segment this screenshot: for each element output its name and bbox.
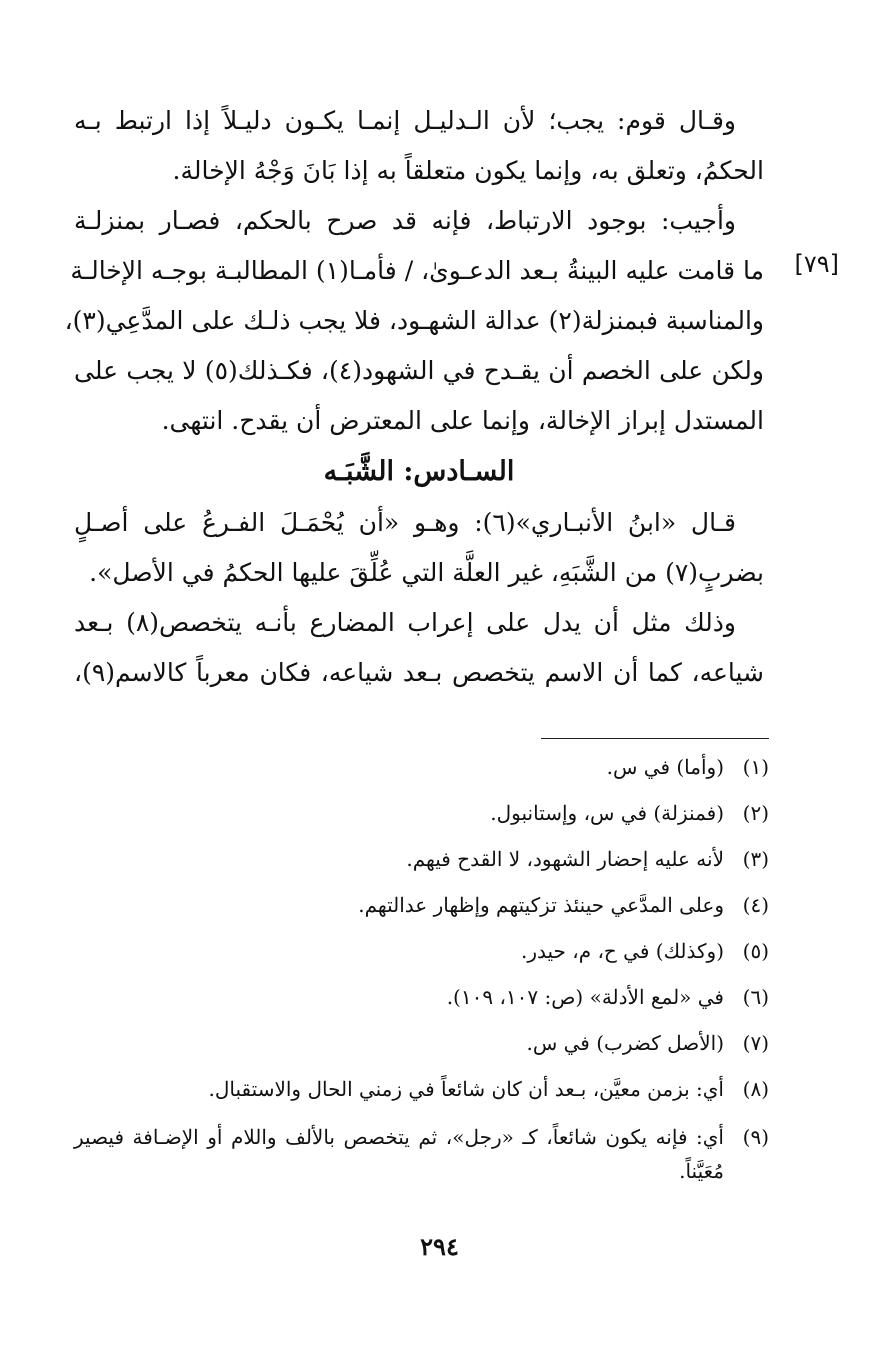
footnote-item (74, 936, 769, 982)
footnote-text: (فمنزلة) في س، وإستانبول. (490, 801, 724, 825)
paragraph1-line-2: الحكمُ، وتعلق به، وإنما يكون متعلقاً به إذا بَانَ وَجْهُ الإخالة. (172, 156, 764, 185)
footnote-number: (١) (742, 755, 769, 779)
footnote-text: أي: بزمن معيَّن، بـعد أن كان شائعاً في زمني الحال والاستقبال. (208, 1077, 724, 1101)
footnote-item (74, 1074, 769, 1120)
footnote-text: لأنه عليه إحضار الشهود، لا القدح فيهم. (406, 847, 724, 871)
footnote-number: (٦) (742, 985, 769, 1009)
footnotes (74, 752, 769, 1200)
footnote-number: (٧) (742, 1031, 769, 1055)
section-text (74, 497, 764, 697)
footnote-item (74, 844, 769, 890)
footnote-item (74, 890, 769, 936)
footnote-item (74, 798, 769, 844)
footnote-item (74, 752, 769, 798)
footnote-number: (٨) (742, 1077, 769, 1101)
footnote-number: (٢) (742, 801, 769, 825)
footnote-text: وعلى المدَّعي حينئذ تزكيتهم وإظهار عدالتهم. (358, 893, 724, 917)
footnote-text: أي: فإنه يكون شائعاً، كـ «رجل»، ثم يتخصص بالألف واللام أو الإضـافة فيصير مُعَيَّناً. (74, 1125, 724, 1183)
section-line-1: قـال «ابنُ الأنبـاري»(٦): وهـو «أن يُحْمَـلَ الفـرعُ على أصـلٍ (74, 508, 736, 537)
footnote-number: (٥) (742, 939, 769, 963)
paragraph1-line-1: وقـال قوم: يجب؛ لأن الـدليـل إنمـا يكـون دليـلاً إذا ارتبط بـه (74, 106, 736, 135)
footnote-item (74, 982, 769, 1028)
paragraph2-line-1: وأجيب: بوجود الارتباط، فإنه قد صرح بالحكم، فصـار بمنزلـة (74, 206, 736, 235)
page-number: ٢٩٤ (420, 1232, 459, 1261)
footnote-number: (٤) (742, 893, 769, 917)
footnote-number: (٩) (742, 1125, 769, 1149)
footnote-text: (وكذلك) في ح، م، حيدر. (520, 939, 724, 963)
section-line-3: وذلك مثل أن يدل على إعراب المضارع بأنـه يتخصص(٨) بـعد (74, 608, 736, 637)
manuscript-folio-marker: [٧٩] (794, 250, 839, 278)
paragraph2-line-4: ولكن على الخصم أن يقـدح في الشهود(٤)، فكـذلك(٥) لا يجب على (74, 356, 764, 385)
section-line-4: شياعه، كما أن الاسم يتخصص بـعد شياعه، فكان معرباً كالاسم(٩)، (74, 658, 764, 687)
paragraph2-line-2: ما قامت عليه البينةُ بـعد الدعـوىٰ، / فأمـا(١) المطالبـة بوجـه الإخالـة (70, 256, 764, 285)
paragraph2-line-3: والمناسبة فبمنزلة(٢) عدالة الشهـود، فلا يجب ذلـك على المدَّعِي(٣)، (64, 306, 764, 335)
section-heading: السـادس: الشَّبَـه (323, 456, 515, 487)
paragraph2-line-5: المستدل إبراز الإخالة، وإنما على المعترض أن يقدح. انتهى. (161, 406, 764, 435)
footnote-item (74, 1120, 769, 1200)
footnote-separator (541, 738, 769, 739)
footnote-number: (٣) (742, 847, 769, 871)
main-text (64, 96, 764, 446)
footnote-text: (الأصل كضرب) في س. (526, 1031, 724, 1055)
footnote-text: في «لمع الأدلة» (ص: ١٠٧، ١٠٩). (446, 985, 724, 1009)
section-line-2: بضربٍ(٧) من الشَّبَهِ، غير العلَّة التي عُلِّقَ عليها الحكمُ في الأصل». (89, 558, 764, 587)
footnote-item (74, 1028, 769, 1074)
footnote-text: (وأما) في س. (606, 755, 724, 779)
